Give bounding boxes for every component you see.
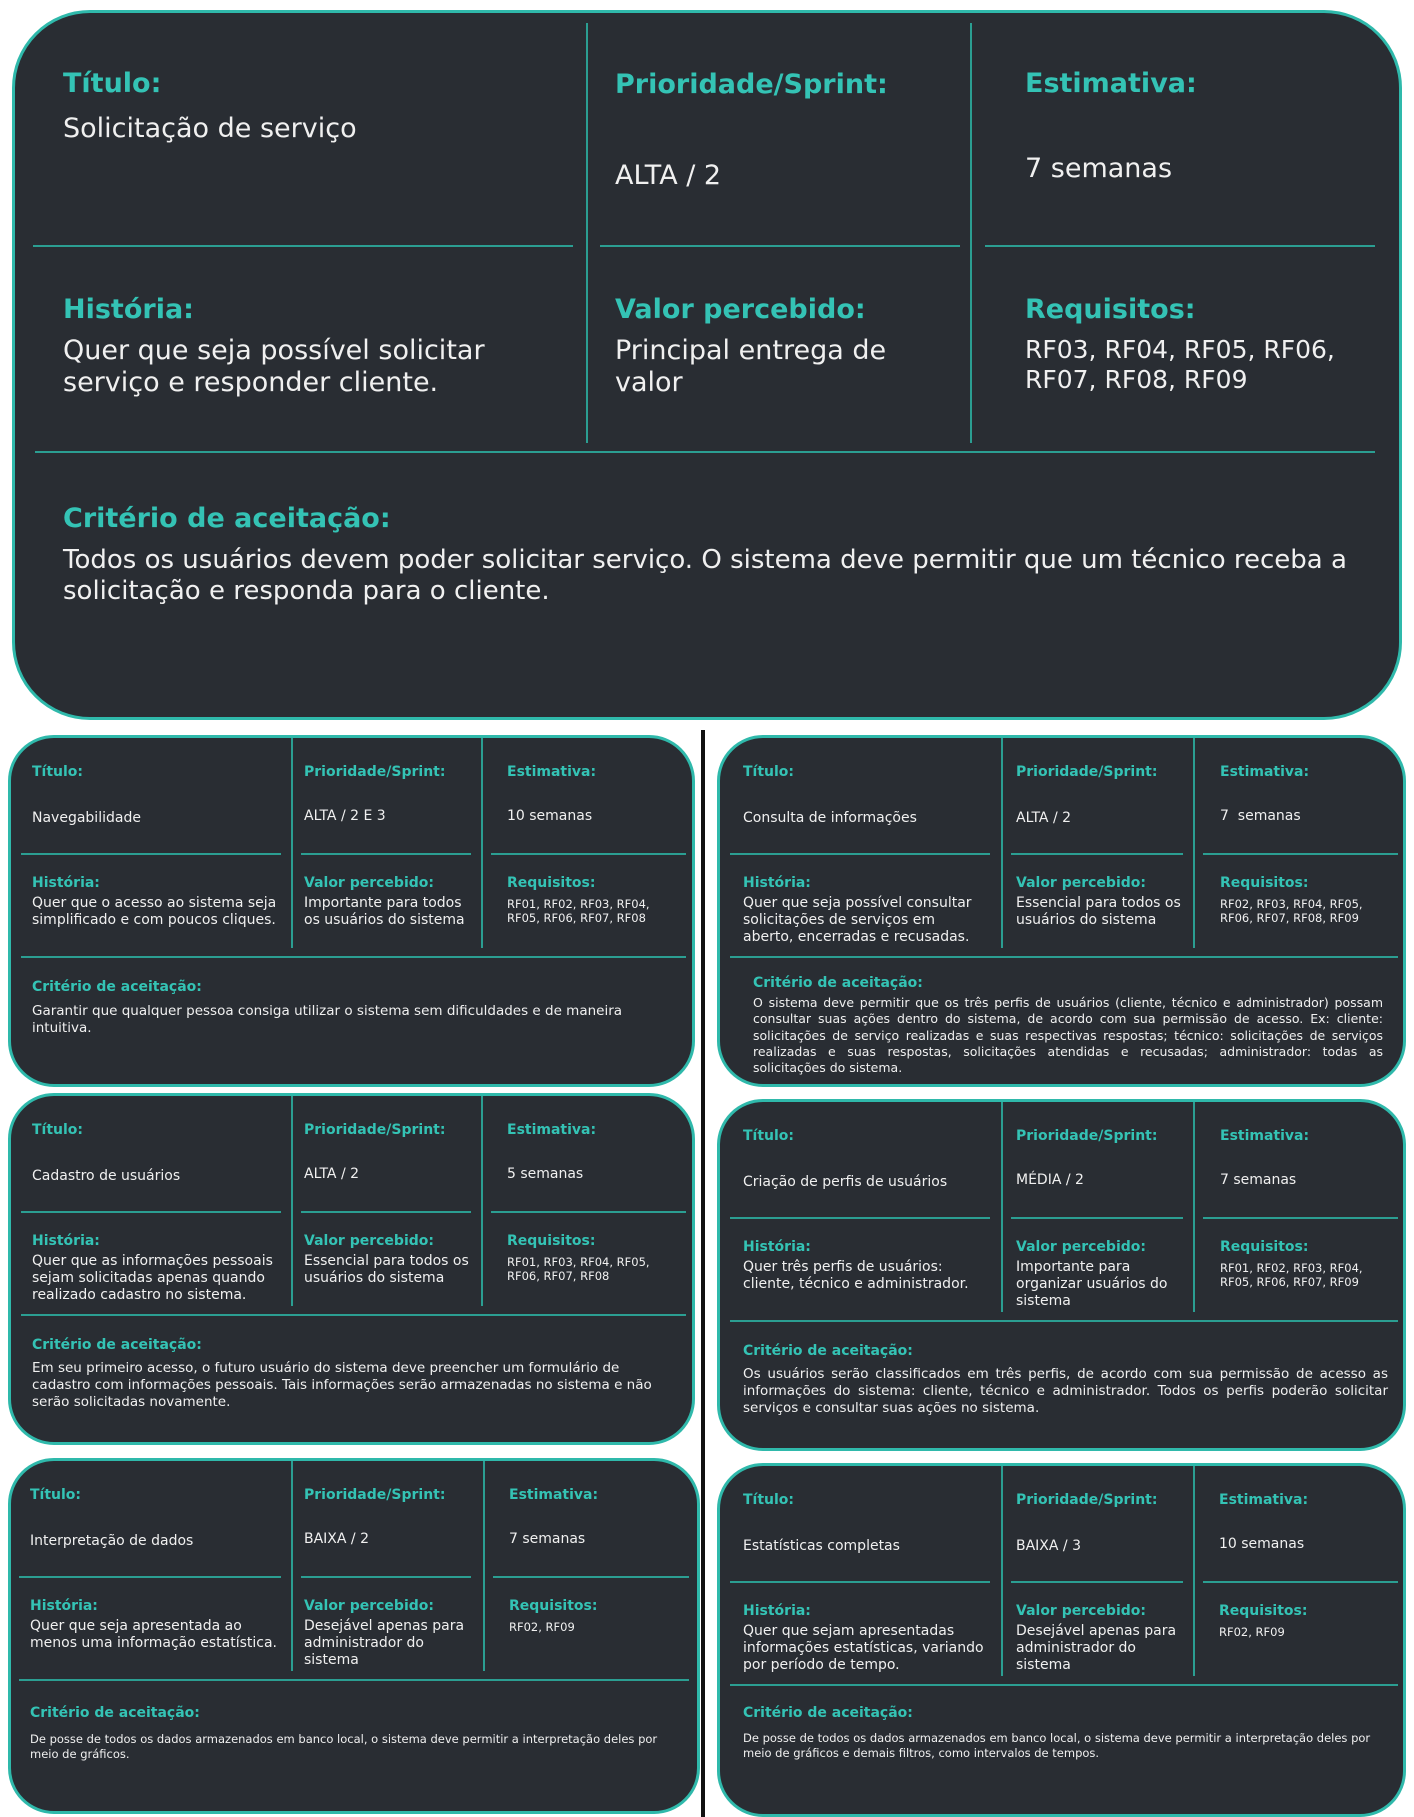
historia-value: Quer que seja possível solicitar serviço e responder cliente. (63, 335, 485, 399)
row-divider (600, 245, 960, 247)
row-divider (730, 1320, 1398, 1322)
requisitos-value: RF03, RF04, RF05, RF06, RF07, RF08, RF09 (1025, 335, 1335, 394)
requisitos-label: Requisitos: (1220, 875, 1309, 891)
historia-label: História: (743, 1239, 811, 1255)
requisitos-value: RF02, RF03, RF04, RF05, RF06, RF07, RF08, RF09 (1220, 897, 1363, 926)
column-separator (701, 730, 705, 1817)
column-divider (483, 1461, 485, 1671)
historia-value: Quer que seja possível consultar solicitações de serviços em aberto, encerradas e recusadas. (743, 895, 972, 945)
column-divider (1001, 738, 1003, 948)
row-divider (1011, 1217, 1183, 1219)
historia-value: Quer que sejam apresentadas informações estatísticas, variando por período de tempo. (743, 1623, 984, 1673)
historia-label: História: (743, 1603, 811, 1619)
criterio-value: O sistema deve permitir que os três perfis de usuários (cliente, técnico e administrador) possam consultar suas ações dentro do sistema, de acordo com sua permissão de acesso. Ex: cliente: solicitações de serviço realizadas e suas respectivas respostas; técnico: solicitações de serviços realizadas e suas respostas, solicitações atendidas e recusadas; administrador: todas as solicitações do sistema. (753, 995, 1383, 1075)
criterio-value: De posse de todos os dados armazenados em banco local, o sistema deve permitir a interpretação deles por meio de gráficos e demais filtros, como intervalos de tempos. (743, 1731, 1371, 1760)
titulo-value: Navegabilidade (32, 810, 141, 826)
column-divider (481, 1096, 483, 1306)
prioridade-label: Prioridade/Sprint: (1016, 1492, 1158, 1508)
historia-value: Quer que o acesso ao sistema seja simplificado e com poucos cliques. (32, 895, 277, 928)
valor-value: Principal entrega de valor (615, 335, 887, 399)
row-divider (730, 1684, 1398, 1686)
row-divider (1203, 1217, 1398, 1219)
estimativa-value: 7 semanas (1025, 153, 1173, 184)
row-divider (1203, 1581, 1398, 1583)
row-divider (730, 1217, 990, 1219)
row-divider (21, 956, 686, 958)
estimativa-value: 7 semanas (1220, 808, 1301, 824)
row-divider (730, 853, 990, 855)
row-divider (985, 245, 1375, 247)
valor-value: Desejável apenas para administrador do sistema (1016, 1623, 1177, 1673)
valor-label: Valor percebido: (304, 1233, 434, 1249)
story-card-cadastro (8, 1093, 695, 1445)
row-divider (301, 1576, 471, 1578)
criterio-value: Garantir que qualquer pessoa consiga utilizar o sistema sem dificuldades e de maneira intuitiva. (32, 1003, 623, 1036)
requisitos-label: Requisitos: (507, 1233, 596, 1249)
criterio-value: De posse de todos os dados armazenados em banco local, o sistema deve permitir a interpretação deles por meio de gráficos. (30, 1732, 658, 1761)
valor-label: Valor percebido: (1016, 1239, 1146, 1255)
valor-value: Importante para organizar usuários do sistema (1016, 1259, 1168, 1309)
row-divider (730, 956, 1398, 958)
requisitos-value: RF01, RF02, RF03, RF04, RF05, RF06, RF07, RF09 (1220, 1261, 1363, 1290)
row-divider (21, 1211, 281, 1213)
row-divider (1203, 853, 1398, 855)
requisitos-label: Requisitos: (1025, 294, 1196, 325)
estimativa-value: 10 semanas (1219, 1536, 1305, 1552)
historia-label: História: (32, 1233, 100, 1249)
titulo-value: Solicitação de serviço (63, 113, 357, 144)
valor-value: Desejável apenas para administrador do sistema (304, 1618, 465, 1668)
estimativa-value: 10 semanas (507, 808, 593, 824)
titulo-value: Consulta de informações (743, 810, 917, 826)
historia-value: Quer três perfis de usuários: cliente, técnico e administrador. (743, 1259, 969, 1292)
titulo-label: Título: (743, 1492, 795, 1508)
story-card-interpretacao (8, 1458, 700, 1814)
titulo-label: Título: (743, 764, 795, 780)
row-divider (19, 1679, 689, 1681)
row-divider (19, 1576, 281, 1578)
valor-label: Valor percebido: (1016, 875, 1146, 891)
prioridade-label: Prioridade/Sprint: (1016, 764, 1158, 780)
column-divider (1001, 1466, 1003, 1676)
estimativa-label: Estimativa: (507, 764, 597, 780)
story-card-solicitacao (12, 10, 1402, 720)
row-divider (1011, 1581, 1183, 1583)
estimativa-label: Estimativa: (1220, 764, 1310, 780)
requisitos-label: Requisitos: (507, 875, 596, 891)
titulo-value: Estatísticas completas (743, 1538, 900, 1554)
requisitos-value: RF01, RF03, RF04, RF05, RF06, RF07, RF08 (507, 1255, 650, 1284)
titulo-label: Título: (30, 1487, 82, 1503)
story-card-estatisticas (717, 1463, 1406, 1817)
row-divider (33, 245, 573, 247)
historia-label: História: (32, 875, 100, 891)
valor-value: Importante para todos os usuários do sistema (304, 895, 465, 928)
prioridade-label: Prioridade/Sprint: (1016, 1128, 1158, 1144)
titulo-value: Cadastro de usuários (32, 1168, 181, 1184)
row-divider (730, 1581, 990, 1583)
titulo-value: Interpretação de dados (30, 1533, 194, 1549)
prioridade-value: MÉDIA / 2 (1016, 1172, 1084, 1188)
criterio-label: Critério de aceitação: (32, 979, 202, 995)
historia-label: História: (63, 294, 194, 325)
column-divider (1193, 1466, 1195, 1676)
titulo-label: Título: (743, 1128, 795, 1144)
estimativa-value: 7 semanas (509, 1531, 586, 1547)
row-divider (301, 1211, 471, 1213)
valor-label: Valor percebido: (1016, 1603, 1146, 1619)
criterio-label: Critério de aceitação: (30, 1705, 200, 1721)
column-divider (481, 738, 483, 948)
column-divider (291, 1096, 293, 1306)
valor-label: Valor percebido: (615, 294, 866, 325)
titulo-value: Criação de perfis de usuários (743, 1174, 948, 1190)
row-divider (21, 853, 281, 855)
historia-value: Quer que as informações pessoais sejam solicitadas apenas quando realizado cadastro no sistema. (32, 1253, 273, 1303)
row-divider (491, 1211, 686, 1213)
row-divider (35, 451, 1375, 453)
criterio-value: Em seu primeiro acesso, o futuro usuário do sistema deve preencher um formulário de cadastro com informações pessoais. Tais informações serão armazenadas no sistema e não serão solicitadas novamente. (32, 1360, 652, 1410)
column-divider (1193, 738, 1195, 948)
requisitos-label: Requisitos: (509, 1598, 598, 1614)
prioridade-value: ALTA / 2 (615, 160, 722, 191)
story-card-navegabilidade (8, 735, 695, 1087)
valor-value: Essencial para todos os usuários do sistema (1016, 895, 1181, 928)
column-divider (586, 23, 588, 443)
estimativa-label: Estimativa: (1025, 68, 1197, 99)
column-divider (1193, 1102, 1195, 1312)
estimativa-label: Estimativa: (507, 1122, 597, 1138)
prioridade-value: ALTA / 2 (304, 1166, 360, 1182)
row-divider (21, 1314, 686, 1316)
row-divider (491, 853, 686, 855)
prioridade-value: BAIXA / 2 (304, 1531, 370, 1547)
valor-label: Valor percebido: (304, 1598, 434, 1614)
column-divider (1001, 1102, 1003, 1312)
estimativa-label: Estimativa: (509, 1487, 599, 1503)
estimativa-value: 5 semanas (507, 1166, 584, 1182)
requisitos-label: Requisitos: (1219, 1603, 1308, 1619)
requisitos-value: RF01, RF02, RF03, RF04, RF05, RF06, RF07, RF08 (507, 897, 650, 926)
estimativa-label: Estimativa: (1219, 1492, 1309, 1508)
criterio-value: Os usuários serão classificados em três perfis, de acordo com sua permissão de acesso as informações do sistema: cliente, técnico e administrador. Todos os perfis poderão solicitar serviços e consultar suas ações no sistema. (743, 1366, 1388, 1416)
criterio-label: Critério de aceitação: (32, 1337, 202, 1353)
titulo-label: Título: (63, 68, 162, 99)
valor-label: Valor percebido: (304, 875, 434, 891)
titulo-label: Título: (32, 1122, 84, 1138)
requisitos-label: Requisitos: (1220, 1239, 1309, 1255)
story-card-consulta (717, 735, 1406, 1087)
column-divider (291, 738, 293, 948)
criterio-label: Critério de aceitação: (63, 503, 391, 534)
requisitos-value: RF02, RF09 (1219, 1625, 1285, 1639)
titulo-label: Título: (32, 764, 84, 780)
row-divider (1011, 853, 1183, 855)
estimativa-value: 7 semanas (1220, 1172, 1297, 1188)
criterio-value: Todos os usuários devem poder solicitar serviço. O sistema deve permitir que um técnico receba a solicitação e responda para o cliente. (63, 545, 1347, 607)
criterio-label: Critério de aceitação: (753, 975, 923, 991)
prioridade-label: Prioridade/Sprint: (304, 1487, 446, 1503)
historia-value: Quer que seja apresentada ao menos uma informação estatística. (30, 1618, 278, 1651)
column-divider (291, 1461, 293, 1671)
prioridade-value: ALTA / 2 (1016, 810, 1072, 826)
historia-label: História: (30, 1598, 98, 1614)
column-divider (970, 23, 972, 443)
prioridade-value: BAIXA / 3 (1016, 1538, 1082, 1554)
story-card-perfis (717, 1099, 1406, 1451)
prioridade-label: Prioridade/Sprint: (304, 1122, 446, 1138)
estimativa-label: Estimativa: (1220, 1128, 1310, 1144)
row-divider (493, 1576, 689, 1578)
criterio-label: Critério de aceitação: (743, 1705, 913, 1721)
row-divider (301, 853, 471, 855)
criterio-label: Critério de aceitação: (743, 1343, 913, 1359)
prioridade-value: ALTA / 2 E 3 (304, 808, 386, 824)
historia-label: História: (743, 875, 811, 891)
valor-value: Essencial para todos os usuários do sistema (304, 1253, 469, 1286)
prioridade-label: Prioridade/Sprint: (615, 69, 888, 100)
prioridade-label: Prioridade/Sprint: (304, 764, 446, 780)
requisitos-value: RF02, RF09 (509, 1620, 575, 1634)
